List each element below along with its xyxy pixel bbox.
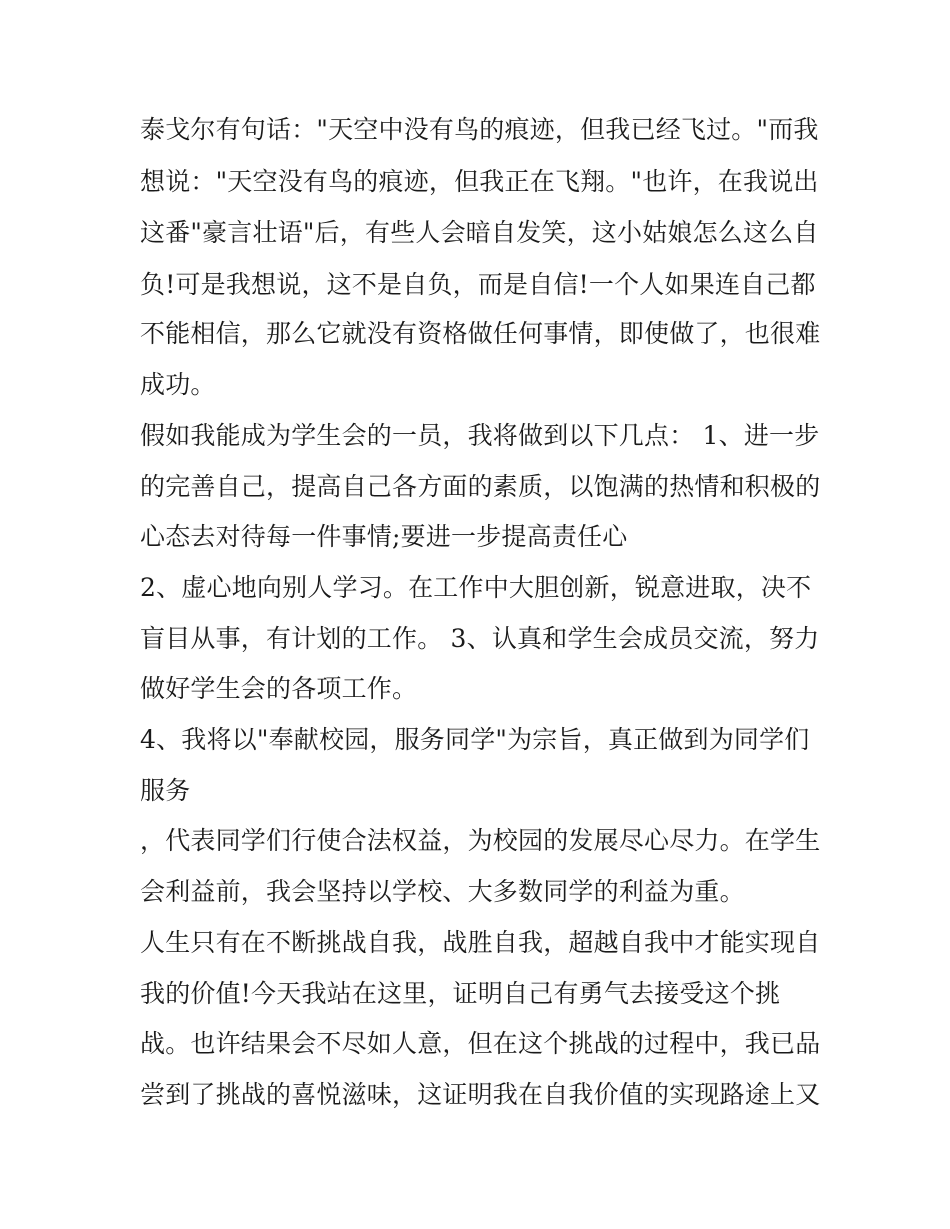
text-line: 负!可是我想说，这不是自负，而是自信!一个人如果连自己都 <box>140 270 816 299</box>
text-line: 战。也许结果会不尽如人意，但在这个挑战的过程中，我已品 <box>140 1029 821 1058</box>
text-line: 人生只有在不断挑战自我，战胜自我，超越自我中才能实现自 <box>140 928 821 957</box>
text-line: 不能相信，那么它就没有资格做任何事情，即使做了，也很难 <box>140 319 821 348</box>
text-line: 泰戈尔有句话："天空中没有鸟的痕迹，但我已经飞过。"而我 <box>140 115 819 144</box>
text-line: 我的价值!今天我站在这里，证明自己有勇气去接受这个挑 <box>140 979 781 1008</box>
text-line: 盲目从事，有计划的工作。 3、认真和学生会成员交流，努力 <box>140 624 820 653</box>
text-line: 的完善自己，提高自己各方面的素质，以饱满的热情和积极的 <box>140 472 821 501</box>
text-line: 服务 <box>140 776 191 805</box>
text-line: 会利益前，我会坚持以学校、大多数同学的利益为重。 <box>140 877 745 906</box>
text-line: 心态去对待每一件事情;要进一步提高责任心 <box>140 522 628 551</box>
text-line: 假如我能成为学生会的一员，我将做到以下几点： 1、进一步 <box>140 421 820 450</box>
text-line: 尝到了挑战的喜悦滋味，这证明我在自我价值的实现路途上又 <box>140 1080 821 1109</box>
text-line: 2、虚心地向别人学习。在工作中大胆创新，锐意进取，决不 <box>140 573 812 602</box>
text-line: 做好学生会的各项工作。 <box>140 674 418 703</box>
text-line: 这番"豪言壮语"后，有些人会暗自发笑，这小姑娘怎么这么自 <box>140 218 819 247</box>
text-line: 4、我将以"奉献校园，服务同学"为宗旨，真正做到为同学们 <box>140 725 810 754</box>
text-line: ，代表同学们行使合法权益，为校园的发展尽心尽力。在学生 <box>140 826 821 855</box>
text-line: 想说："天空没有鸟的痕迹，但我正在飞翔。"也许，在我说出 <box>140 167 819 196</box>
text-line: 成功。 <box>140 370 216 399</box>
